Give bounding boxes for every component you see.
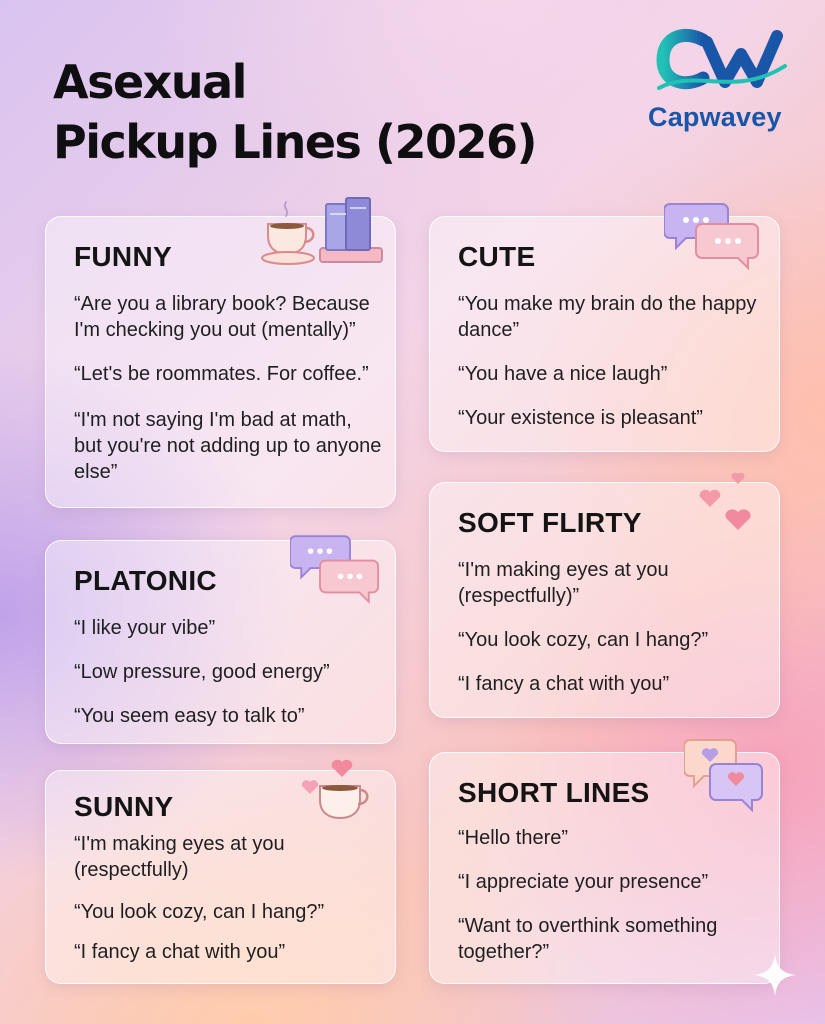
card-title: SOFT FLIRTY	[458, 507, 642, 538]
card-line: “I'm making eyes at you (respectfully)”	[458, 559, 669, 607]
card-title: SHORT LINES	[458, 777, 650, 808]
card-line: “Are you a library book? Because I'm checking you out (mentally)”	[74, 293, 370, 341]
card-line: “I like your vibe”	[74, 617, 216, 639]
card-line: “You make my brain do the happy dance”	[458, 293, 757, 341]
hearts-icon	[694, 470, 758, 542]
coffee-heart-icon	[298, 758, 378, 826]
card-title: PLATONIC	[74, 565, 217, 596]
title-line-2: Pickup Lines (2026)	[53, 115, 537, 169]
card-title: CUTE	[458, 241, 536, 272]
card-line: “You look cozy, can I hang?”	[458, 629, 709, 651]
brand-name: Capwavey	[648, 102, 782, 132]
card-line: “I fancy a chat with you”	[74, 941, 286, 963]
card-line: “You seem easy to talk to”	[74, 705, 305, 727]
card-line: “Want to overthink something together?”	[458, 915, 718, 963]
card-line: “I fancy a chat with you”	[458, 673, 670, 695]
chat-bubbles-icon	[664, 198, 760, 272]
card-line: “You have a nice laugh”	[458, 363, 668, 385]
card-title: FUNNY	[74, 241, 172, 272]
title-line-1: Asexual	[53, 55, 246, 109]
card-line: “Your existence is pleasant”	[458, 407, 703, 429]
card-line: “I'm not saying I'm bad at math, but you're not adding up to anyone else”	[74, 409, 382, 483]
chat-bubbles-icon	[290, 528, 380, 608]
card-line: “You look cozy, can I hang?”	[74, 901, 325, 923]
books-icon	[316, 192, 386, 272]
card-line: “Let's be roommates. For coffee.”	[74, 363, 369, 385]
page-title	[53, 52, 536, 172]
card-line: “I'm making eyes at you (respectfully)	[74, 833, 285, 881]
card-line: “Low pressure, good energy”	[74, 661, 330, 683]
card-line: “Hello there”	[458, 827, 569, 849]
sparkle-icon	[752, 952, 798, 998]
coffee-cup-icon	[260, 196, 322, 268]
card-title: SUNNY	[74, 791, 174, 822]
heart-chat-bubbles-icon	[684, 736, 766, 816]
card-line: “I appreciate your presence”	[458, 871, 709, 893]
